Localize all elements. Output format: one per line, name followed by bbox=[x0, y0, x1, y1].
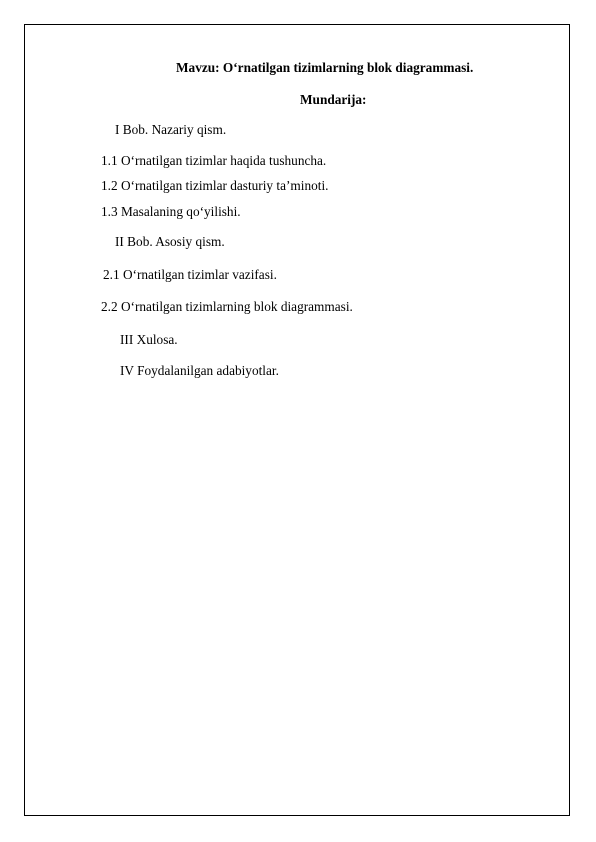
toc-section-2-1: 2.1 O‘rnatilgan tizimlar vazifasi. bbox=[103, 267, 277, 282]
toc-references: IV Foydalanilgan adabiyotlar. bbox=[120, 363, 279, 378]
topic-title: Mavzu: O‘rnatilgan tizimlarning blok diagrammasi. bbox=[176, 60, 474, 75]
page-border bbox=[24, 24, 570, 816]
toc-section-1-2: 1.2 O‘rnatilgan tizimlar dasturiy ta’minoti. bbox=[101, 178, 329, 193]
toc-section-2-2: 2.2 O‘rnatilgan tizimlarning blok diagrammasi. bbox=[101, 299, 353, 314]
toc-chapter-1: I Bob. Nazariy qism. bbox=[115, 122, 227, 137]
toc-section-1-1: 1.1 O‘rnatilgan tizimlar haqida tushuncha. bbox=[101, 153, 327, 168]
toc-conclusion: III Xulosa. bbox=[120, 332, 178, 347]
toc-chapter-2: II Bob. Asosiy qism. bbox=[115, 234, 225, 249]
contents-heading: Mundarija: bbox=[300, 92, 367, 107]
toc-section-1-3: 1.3 Masalaning qo‘yilishi. bbox=[101, 204, 241, 219]
